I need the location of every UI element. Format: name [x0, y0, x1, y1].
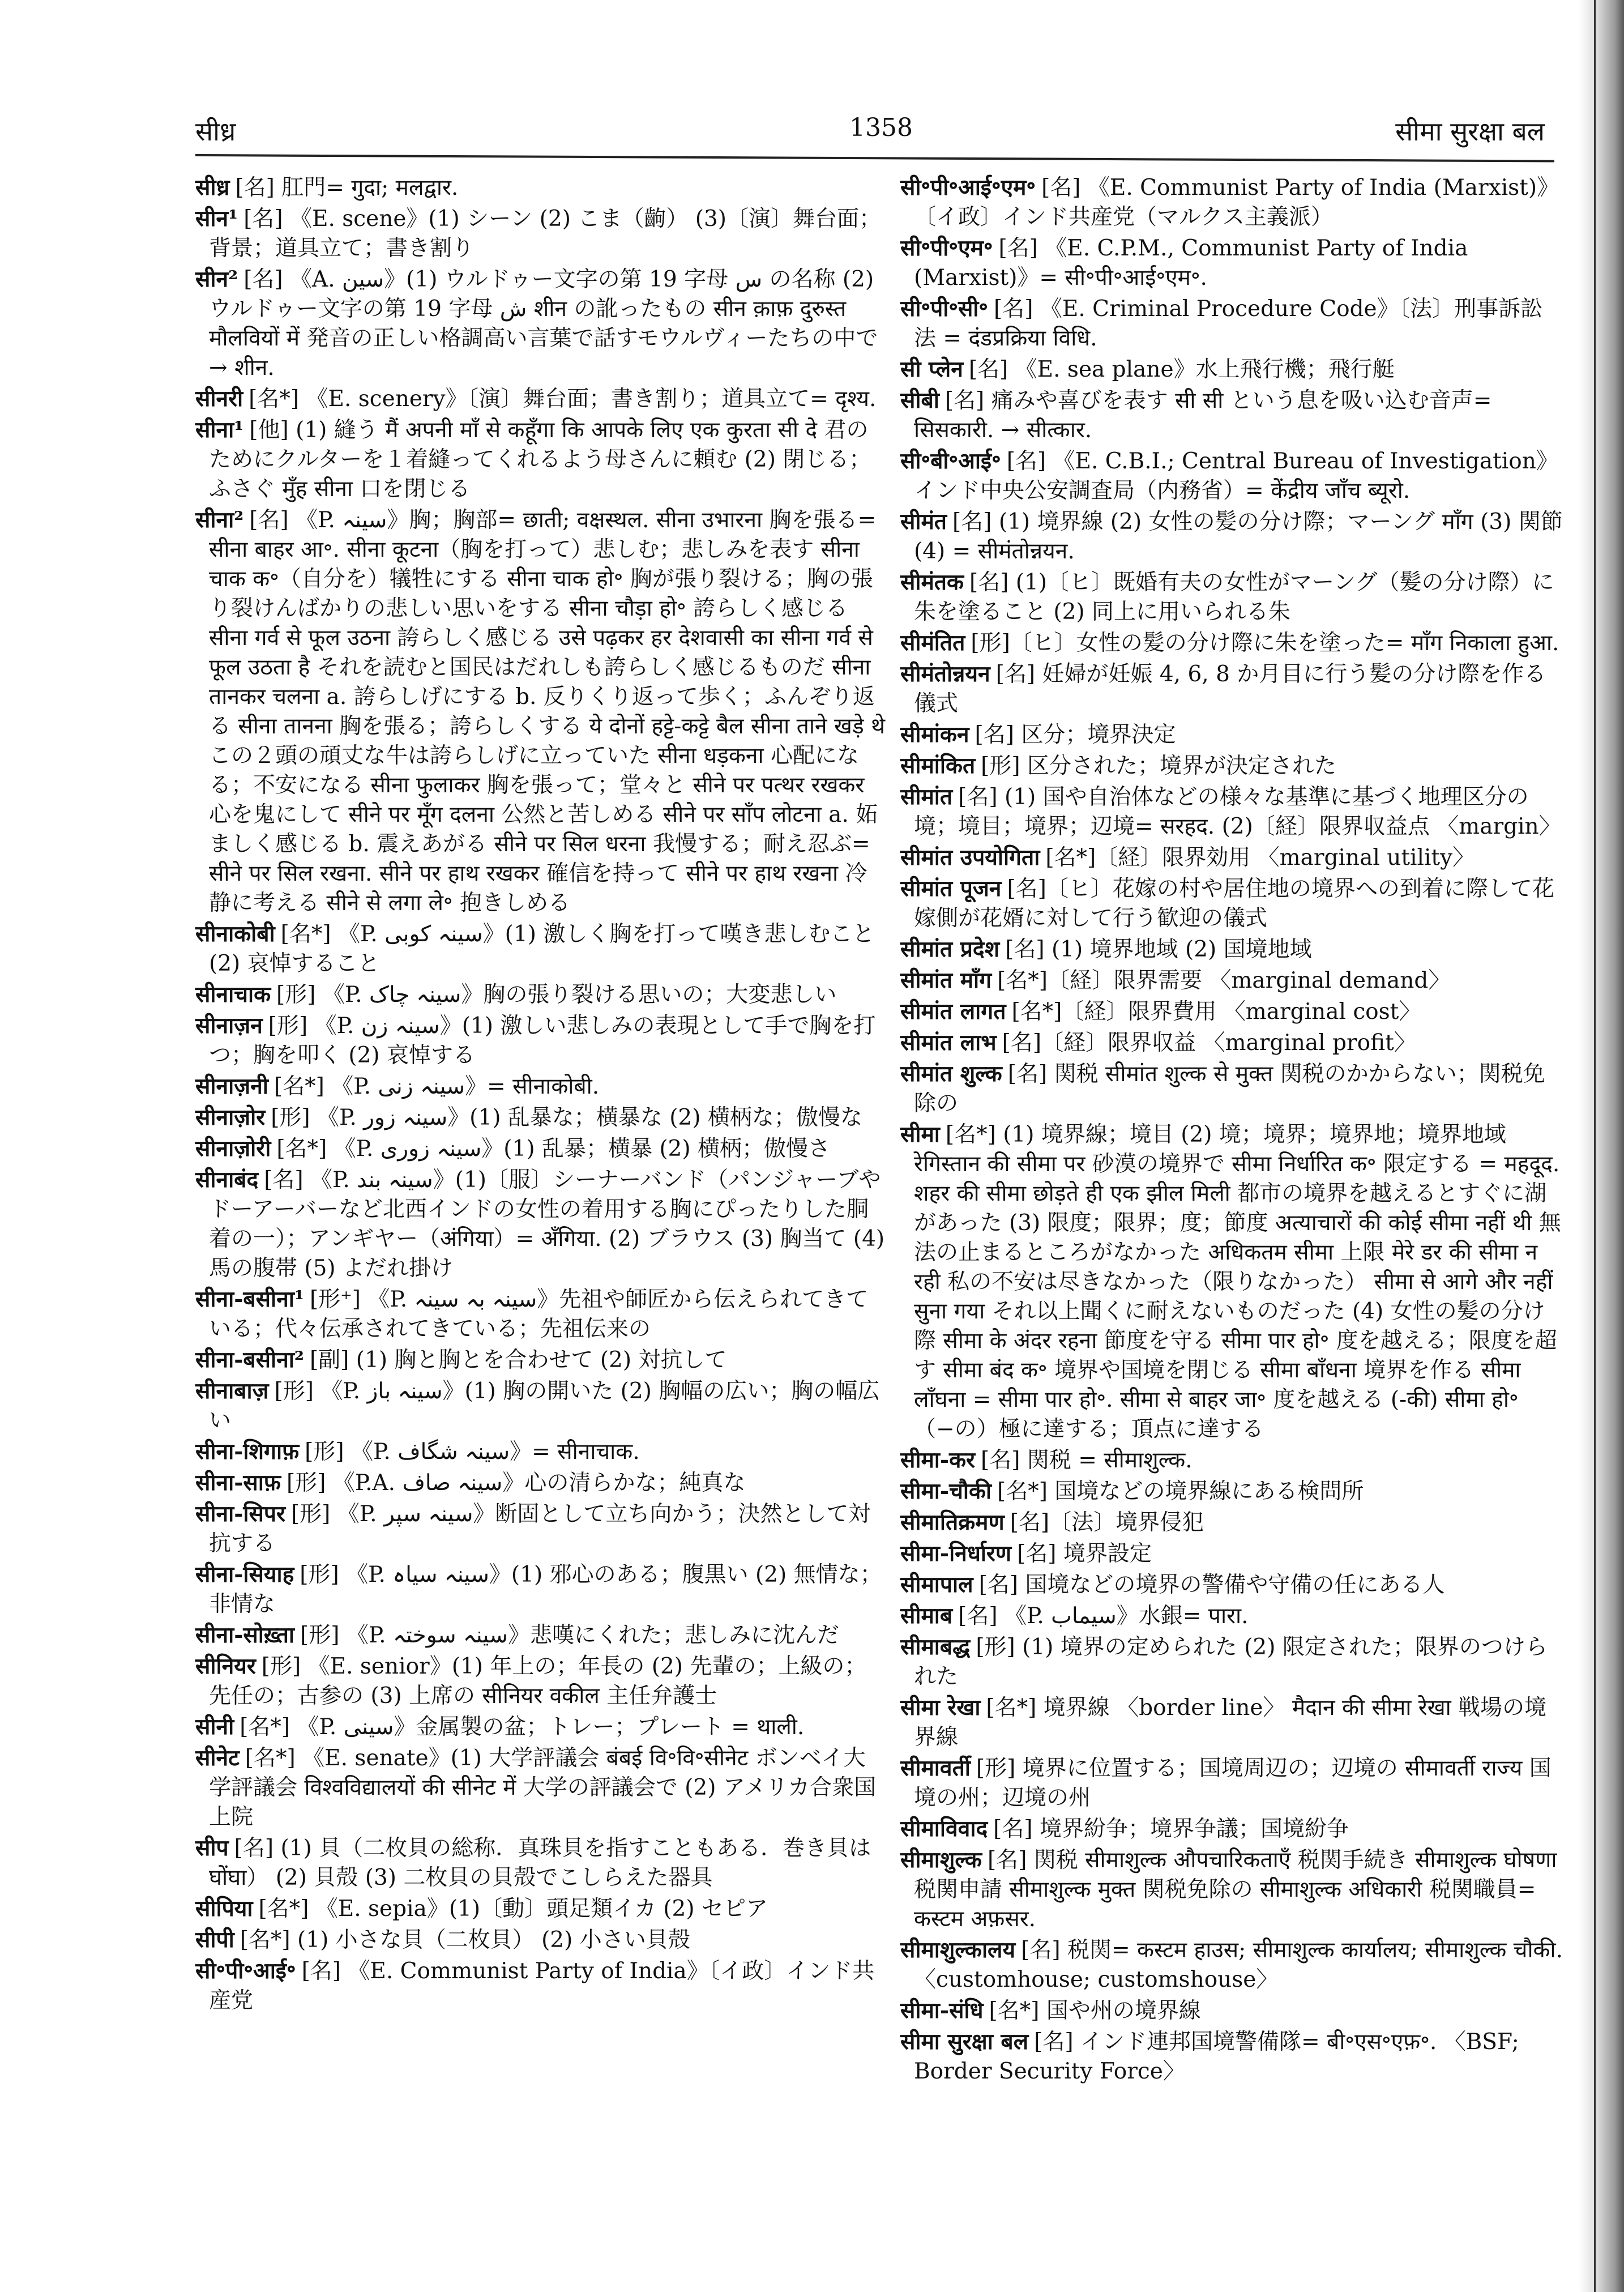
entry-headword: सीमांत लाभ — [900, 1030, 997, 1056]
page-binding-edge — [1579, 0, 1624, 2292]
entry-headword: सी॰पी॰आई॰एम॰ — [900, 174, 1036, 200]
entry-definition: [副] (1) 胸と胸とを合わせて (2) 対抗して — [309, 1347, 727, 1373]
entry-headword: सीमंतक — [900, 569, 964, 595]
entry-headword: सीमांत उपयोगिता — [900, 844, 1040, 870]
dictionary-entry — [195, 1560, 886, 1619]
dictionary-entry — [900, 446, 1563, 506]
entry-headword: सीप — [195, 1835, 229, 1861]
entry-definition: [名] 肛門= गुदा; मलद्वार. — [235, 175, 459, 200]
dictionary-entry — [900, 1753, 1563, 1813]
dictionary-entry — [195, 1651, 886, 1711]
entry-headword: सीमांत लागत — [900, 998, 1006, 1025]
entry-definition: [名] (1)〔ヒ〕既婚有夫の女性がマーング（髪の分け際）に朱を塗ること (2) 同上に用いられる朱 — [914, 570, 1554, 625]
entry-headword: सीनाचाक — [195, 981, 271, 1008]
entry-headword: सीनाज़नी — [195, 1073, 268, 1099]
entry-headword: सीमा-चौकी — [900, 1478, 992, 1504]
entry-headword: सीना-सोख़्ता — [195, 1622, 294, 1648]
entry-definition: [名] 妊婦が妊娠 4, 6, 8 か月目に行う髪の分け際を作る儀式 — [914, 661, 1546, 716]
entry-definition: [名*]〔経〕限界費用 〈marginal cost〉 — [1011, 999, 1421, 1025]
dictionary-entry — [900, 782, 1563, 842]
entry-headword: सीना-साफ़ — [195, 1470, 281, 1496]
entry-definition: [名]〔ヒ〕花嫁の村や居住地の境界への到着に際して花嫁側が花婿に対して行う歓迎の儀式 — [914, 876, 1554, 931]
entry-headword: सीबी — [900, 387, 939, 413]
entry-headword: सी॰पी॰आई॰ — [195, 1958, 296, 1984]
entry-definition: [名*] 《E. sepia》(1)〔動〕頭足類イカ (2) セピア — [258, 1896, 768, 1922]
dictionary-entry — [195, 204, 886, 263]
entry-definition: [名*] 境界線 〈border line〉 मैदान की सीमा रेखा 戦場の境界線 — [914, 1695, 1547, 1750]
dictionary-entry — [195, 919, 886, 979]
entry-definition: [他] (1) 縫う मैं अपनी माँ से कहूँगा कि आपके लिए एक कुरता सी दे 君のためにクルターを１着縫ってくれるよう母さんに頼む (2) 閉じる；ふさぐ मुँह सीना 口を閉じる — [209, 417, 871, 502]
entry-headword: सीमाशुल्क — [900, 1847, 982, 1873]
entry-definition: [名] 関税 सीमाशुल्क औपचारिकताएँ 税関手続き सीमाशुल्क घोषणा 税関申請 सीमाशुल्क मुक्त 関税免除の सीमाशुल्क अधिकारी 税関職員= कस्टम अफ़सर. — [914, 1847, 1557, 1932]
entry-definition: [名*] 《P. سینی》金属製の盆；トレー；プレート = थाली. — [240, 1714, 805, 1740]
entry-headword: सीमांत प्रदेश — [900, 936, 1000, 962]
guide-word-right: सीमा सुरक्षा बल — [1395, 116, 1545, 147]
dictionary-entry — [900, 1601, 1563, 1631]
dictionary-entry — [195, 1833, 886, 1893]
entry-headword: सीनी — [195, 1714, 234, 1740]
entry-headword: सीमांकित — [900, 753, 976, 779]
dictionary-entry — [900, 1693, 1563, 1752]
entry-definition: [名] 《E. sea plane》水上飛行機；飛行艇 — [968, 357, 1395, 382]
header-rule — [195, 154, 1554, 162]
dictionary-entry — [900, 567, 1563, 627]
entry-definition: [名] 《E. Communist Party of India (Marxist)》〔イ政〕インド共産党（マルクス主義派） — [914, 175, 1559, 230]
entry-headword: सीन¹ — [195, 206, 238, 232]
entry-definition: [名] 税関= कस्टम हाउस; सीमाशुल्क कार्यालय; सीमाशुल्क चौकी. 〈customhouse; customshouse〉 — [914, 1937, 1563, 1992]
entry-headword: सीनरी — [195, 386, 243, 412]
dictionary-entry — [900, 1632, 1563, 1692]
entry-definition: [形] 《P. سینہ زور》(1) 乱暴な；横暴な (2) 横柄な；傲慢な — [271, 1105, 862, 1130]
entry-headword: सीपिया — [195, 1896, 253, 1922]
entry-definition: [形] 《P. سینہ باز》(1) 胸の開いた (2) 胸幅の広い；胸の幅広い — [209, 1378, 880, 1433]
entry-definition: [名] 区分；境界決定 — [975, 722, 1176, 748]
entry-headword: सीमंतोन्नयन — [900, 661, 990, 687]
dictionary-entry — [900, 874, 1563, 933]
entry-definition: [形] (1) 境界の定められた (2) 限定された；限界のつけられた — [914, 1634, 1548, 1689]
dictionary-entry — [195, 1345, 886, 1375]
dictionary-entry — [900, 934, 1563, 964]
dictionary-entry — [195, 1011, 886, 1070]
dictionary-entry — [900, 2027, 1563, 2086]
dictionary-entry — [900, 1120, 1563, 1444]
dictionary-entry — [900, 294, 1563, 353]
entry-headword: सीना-बसीना² — [195, 1347, 304, 1373]
dictionary-entry — [900, 720, 1563, 750]
dictionary-entry — [900, 355, 1563, 385]
entry-definition: [名] 国境などの境界の警備や守備の任にある人 — [978, 1572, 1445, 1598]
entry-headword: सीमाशुल्कालय — [900, 1937, 1016, 1963]
entry-definition: [形] 《E. senior》(1) 年上の；年長の (2) 先輩の；上級の；先任の；古参の (3) 上席の सीनियर वकील 主任弁護士 — [209, 1654, 867, 1709]
entry-definition: [形⁺] 《P. سینہ بہ سینہ》先祖や師匠から伝えられてきている；代々伝承されてきている；先祖伝来の — [209, 1287, 869, 1342]
entry-definition: [名] 《E. C.B.I.; Central Bureau of Investigation》インド中央公安調査局（内務省）= केंद्रीय जाँच ब्यूरो. — [914, 449, 1558, 503]
dictionary-entry — [195, 1956, 886, 2016]
entry-definition: [名] 《P. سینہ》胸；胸部= छाती; वक्षस्थल. सीना उभारना 胸を張る= सीना बाहर आ॰. सीना कूटना（胸を打って）悲しむ；悲しみを表す सीना चाक क॰（自分を）犠牲にする सीना चाक हो॰ 胸が張り裂ける；胸の張り裂けんばかりの悲しい思いをする सीना चौड़ा हो॰ 誇らしく感じる सीना गर्व से फूल उठना 誇らしく感じる उसे पढ़कर हर देशवासी का सीना गर्व से फूल उठता है それを読むと国民はだれしも誇らしく感じるものだ सीना तानकर चलना a. 誇らしげにする b. 反りくり返って歩く；ふんぞり返る सीना तानना 胸を張る；誇らしくする ये दोनों हट्टे-कट्टे बैल सीना ताने खड़े थे この２頭の頑丈な牛は誇らしげに立っていた सीना धड़कना 心配になる；不安になる सीना फुलाकर 胸を張って；堂々と सीने पर पत्थर रखकर 心を鬼にして सीने पर मूँग दलना 公然と苦しめる सीने पर साँप लोटना a. 妬ましく感じる b. 震えあがる सीने पर सिल धरना 我慢する；耐え忍ぶ= सीने पर सिल रखना. सीने पर हाथ रखकर 確信を持って सीने पर हाथ रखना 冷静に考える सीने से लगा ले॰ 抱きしめる — [209, 507, 886, 916]
dictionary-entry — [195, 1894, 886, 1924]
dictionary-entry — [900, 1508, 1563, 1538]
entry-definition: [名*] 国境などの境界線にある検問所 — [997, 1479, 1364, 1504]
entry-headword: सी॰पी॰एम॰ — [900, 235, 993, 261]
dictionary-entry — [900, 1935, 1563, 1995]
entry-definition: [名]〔経〕限界収益 〈marginal profit〉 — [1002, 1030, 1416, 1056]
entry-definition: [形] 《P. سینہ چاک》胸の張り裂ける思いの；大変悲しい — [276, 982, 837, 1008]
entry-definition: [名] 《P. سینہ بند》(1)〔服〕シーナーバンド（パンジャーブやドーアーバーなど北西インドの女性の着用する胸にぴったりした胴着の一）；アンギヤー（अंगिया）= अँगिया. (2) ブラウス (3) 胸当て (4) 馬の腹帯 (5) よだれ掛け — [209, 1167, 885, 1281]
guide-word-left: सीध्र — [195, 116, 236, 147]
entry-headword: सीपी — [195, 1927, 234, 1953]
entry-headword: सीमा सुरक्षा बल — [900, 2029, 1029, 2055]
entry-definition: [形] 《P. سینہ شگاف》= सीनाचाक. — [305, 1439, 640, 1465]
entry-definition: [名] 痛みや喜びを表す सी सी という息を吸い込む音声= सिसकारी. → सीत्कार. — [914, 388, 1492, 443]
page-number: 1358 — [849, 113, 913, 142]
entry-headword: सीमांत पूजन — [900, 876, 1002, 902]
entry-definition: [名] 《P. سیماب》水銀= पारा. — [958, 1603, 1249, 1629]
dictionary-entry — [195, 1165, 886, 1283]
entry-headword: सीमांत माँग — [900, 967, 992, 993]
entry-headword: सीमंत — [900, 509, 947, 535]
dictionary-entry — [900, 1539, 1563, 1569]
dictionary-entry — [195, 1468, 886, 1498]
entry-headword: सीना² — [195, 507, 244, 533]
entry-definition: [形] 《P. سینہ سیاہ》(1) 邪心のある；腹黒い (2) 無情な；非情な — [209, 1562, 882, 1617]
entry-headword: सीन² — [195, 266, 238, 292]
entry-headword: सीना¹ — [195, 417, 244, 443]
entry-headword: सीनाज़ोर — [195, 1104, 266, 1130]
entry-headword: सीना-बसीना¹ — [195, 1286, 304, 1312]
entry-definition: [名] インド連邦国境警備隊= बी॰एस॰एफ़॰. 〈BSF; Border Security Force〉 — [914, 2029, 1519, 2084]
entry-headword: सीना-शिगाफ़ — [195, 1439, 300, 1465]
entry-definition: [名]〔法〕境界侵犯 — [1010, 1510, 1204, 1535]
entry-headword: सीमाविवाद — [900, 1816, 988, 1842]
entry-headword: सीमावर्ती — [900, 1755, 971, 1781]
dictionary-entry — [900, 659, 1563, 719]
entry-headword: सीनेट — [195, 1745, 240, 1771]
entry-headword: सीमा-कर — [900, 1447, 975, 1473]
entry-headword: सीमा-संधि — [900, 1998, 984, 2024]
entry-headword: सीमांत शुल्क — [900, 1061, 1002, 1087]
entry-definition: [名*] (1) 境界線；境目 (2) 境；境界；境界地；境界地域 रेगिस्तान की सीमा पर 砂漠の境界で सीमा निर्धारित क॰ 限定する = महदूद. शहर की सीमा छोड़ते ही एक झील मिली 都市の境界を越えるとすぐに湖があった (3) 限度；限界；度；節度 अत्याचारों की कोई सीमा नहीं थी 無法の止まるところがなかった अधिकतम सीमा 上限 मेरे डर की सीमा न रही 私の不安は尽きなかった（限りなかった） सीमा से आगे और नहीं सुना गया それ以上聞くに耐えないものだった (4) 女性の髪の分け際 सीमा के अंदर रहना 節度を守る सीमा पार हो॰ 度を越える；限度を超す सीमा बंद क॰ 境界や国境を閉じる सीमा बाँधना 境界を作る सीमा लाँघना = सीमा पार हो॰. सीमा से बाहर जा॰ 度を越える (-की) सीमा हो॰（−の）極に達する；頂点に達する — [914, 1122, 1561, 1442]
entry-definition: [形] 境界に位置する；国境周辺の；辺境の सीमावर्ती राज्य 国境の州；辺境の州 — [914, 1756, 1552, 1811]
dictionary-entry — [900, 628, 1563, 658]
entry-headword: सीना-सियाह — [195, 1561, 294, 1587]
entry-definition: [名] 《E. Criminal Procedure Code》〔法〕刑事訴訟法 = दंडप्रक्रिया विधि. — [914, 296, 1543, 351]
entry-definition: [名*] 《P. سینہ کوبی》(1) 激しく胸を打って嘆き悲しむこと (2) 哀悼すること — [209, 921, 875, 976]
dictionary-entry — [900, 1845, 1563, 1934]
dictionary-entry — [900, 997, 1563, 1027]
entry-headword: सी॰पी॰सी॰ — [900, 296, 989, 322]
dictionary-entry — [195, 1134, 886, 1164]
entry-definition: [名] 関税 = सीमाशुल्क. — [980, 1448, 1193, 1473]
dictionary-entry — [195, 1103, 886, 1133]
dictionary-entry — [195, 1620, 886, 1650]
entry-definition: [名] (1) 境界線 (2) 女性の髪の分け際；マーング माँग (3) 関節 (4) = सीमंतोन्नयन. — [914, 509, 1563, 564]
dictionary-entry — [900, 966, 1563, 996]
dictionary-entry — [195, 505, 886, 918]
entry-headword: सीनाबाज़ — [195, 1378, 269, 1404]
entry-headword: सीमातिक्रमण — [900, 1509, 1005, 1535]
dictionary-entry — [195, 264, 886, 383]
entry-headword: सीना-सिपर — [195, 1501, 285, 1527]
dictionary-entry — [900, 173, 1563, 232]
dictionary-entry — [195, 415, 886, 504]
entry-definition: [名*]〔経〕限界効用 〈marginal utility〉 — [1045, 845, 1475, 870]
entry-headword: सीमाब — [900, 1603, 953, 1629]
dictionary-entry — [195, 1284, 886, 1344]
dictionary-entry — [195, 1499, 886, 1559]
entry-definition: [名] 《E. C.P.M., Communist Party of India (Marxist)》= सी॰पी॰आई॰एम॰. — [914, 236, 1468, 291]
dictionary-entry — [900, 751, 1563, 781]
dictionary-entry — [900, 1996, 1563, 2026]
entry-definition: [形] 《P. سینہ سوختہ》悲嘆にくれた；悲しみに沈んだ — [300, 1623, 840, 1648]
entry-headword: सीमाबद्ध — [900, 1634, 971, 1660]
entry-headword: सीनाज़न — [195, 1013, 263, 1039]
entry-headword: सीनाज़ोरी — [195, 1136, 271, 1162]
dictionary-entry — [195, 1072, 886, 1102]
entry-definition: [形]〔ヒ〕女性の髪の分け際に朱を塗った= माँग निकाला हुआ. — [971, 630, 1559, 656]
left-column — [195, 173, 886, 2017]
dictionary-entry — [195, 1743, 886, 1832]
dictionary-entry — [900, 507, 1563, 566]
entry-headword: सी॰बी॰आई॰ — [900, 448, 1001, 474]
dictionary-entry — [900, 233, 1563, 293]
dictionary-entry — [195, 1712, 886, 1742]
entry-headword: सी प्लेन — [900, 356, 963, 382]
entry-definition: [名] (1) 国や自治体などの様々な基準に基づく地理区分の境；境目；境界；辺境= सरहद. (2)〔経〕限界収益点 〈margin〉 — [914, 784, 1561, 839]
dictionary-entry — [195, 1376, 886, 1436]
entry-definition: [形] 区分された；境界が決定された — [981, 753, 1336, 779]
dictionary-entry — [900, 1028, 1563, 1058]
entry-headword: सीमंतित — [900, 630, 965, 656]
entry-headword: सीमांत — [900, 784, 953, 810]
dictionary-entry — [195, 980, 886, 1010]
dictionary-entry — [900, 843, 1563, 873]
dictionary-entry — [900, 1445, 1563, 1475]
dictionary-entry — [195, 1437, 886, 1467]
entry-definition: [形] 《P. سینہ سپر》断固として立ち向かう；決然として対抗する — [209, 1501, 871, 1556]
right-column — [900, 173, 1563, 2088]
entry-headword: सीमा — [900, 1121, 940, 1147]
entry-headword: सीध्र — [195, 174, 230, 200]
entry-headword: सीमांकन — [900, 722, 969, 748]
entry-headword: सीमापाल — [900, 1572, 973, 1598]
dictionary-entry — [900, 1814, 1563, 1844]
entry-definition: [名] 境界設定 — [1017, 1541, 1152, 1567]
entry-definition: [名] 境界紛争；境界争議；国境紛争 — [993, 1816, 1349, 1842]
entry-definition: [形] 《P. سینہ زن》(1) 激しい悲しみの表現として手で胸を打つ；胸を叩く (2) 哀悼する — [209, 1013, 876, 1068]
entry-definition: [名*] 国や州の境界線 — [989, 1998, 1201, 2024]
dictionary-entry — [195, 1925, 886, 1955]
dictionary-entry — [900, 1570, 1563, 1600]
entry-definition: [名*] 《E. senate》(1) 大学評議会 बंबई वि॰वि॰सीनेट ボンベイ大学評議会 विश्वविद्यालयों की सीनेट में 大学の評議会で (2) アメリカ合衆国上院 — [209, 1745, 877, 1830]
entry-definition: [名*] 《P. سینہ زوری》(1) 乱暴；横暴 (2) 横柄；傲慢さ — [276, 1136, 830, 1162]
dictionary-entry — [900, 1476, 1563, 1506]
dictionary-entry — [195, 384, 886, 414]
entry-definition: [形] 《P.A. سینہ صاف》心の清らかな；純真な — [286, 1470, 746, 1496]
entry-definition: [名*]〔経〕限界需要 〈marginal demand〉 — [997, 968, 1451, 993]
entry-definition: [名*] (1) 小さな貝（二枚貝） (2) 小さい貝殻 — [240, 1927, 690, 1953]
entry-definition: [名] 《A. سین》(1) ウルドゥー文字の第 19 字母 س の名称 (2) ウルドゥー文字の第 19 字母 ش शीन の訛ったもの सीन क़ाफ़ दुरुस्त मौलवियों में 発音の正しい格調高い言葉で話すモウルヴィーたちの中で→ शीन. — [209, 267, 878, 381]
entry-definition: [名] (1) 境界地域 (2) 国境地域 — [1005, 937, 1312, 962]
entry-headword: सीनाकोबी — [195, 921, 275, 947]
entry-definition: [名] 関税 सीमांत शुल्क से मुक्त 関税のかからない；関税免除の — [914, 1061, 1545, 1116]
dictionary-entry — [900, 1059, 1563, 1119]
entry-definition: [名*] 《E. scenery》〔演〕舞台面；書き割り；道具立て= दृश्य. — [249, 386, 877, 412]
entry-headword: सीनियर — [195, 1653, 256, 1679]
dictionary-entry — [195, 173, 886, 203]
entry-headword: सीमा-निर्धारण — [900, 1540, 1012, 1567]
entry-definition: [名] (1) 貝（二枚貝の総称．真珠貝を指すこともある．巻き貝は घोंघा） (2) 貝殻 (3) 二枚貝の貝殻でこしらえた器具 — [209, 1836, 871, 1890]
page-edge-line — [1594, 0, 1596, 2292]
entry-definition: [名] 《E. Communist Party of India》〔イ政〕インド共産党 — [209, 1958, 875, 2013]
dictionary-entry — [900, 386, 1563, 445]
entry-headword: सीमा रेखा — [900, 1695, 981, 1721]
entry-definition: [名] 《E. scene》(1) シーン (2) こま（齣） (3)〔演〕舞台面；背景；道具立て；書き割り — [209, 206, 881, 261]
entry-headword: सीनाबंद — [195, 1167, 259, 1193]
entry-definition: [名*] 《P. سینہ زنی》= सीनाकोबी. — [273, 1074, 600, 1099]
